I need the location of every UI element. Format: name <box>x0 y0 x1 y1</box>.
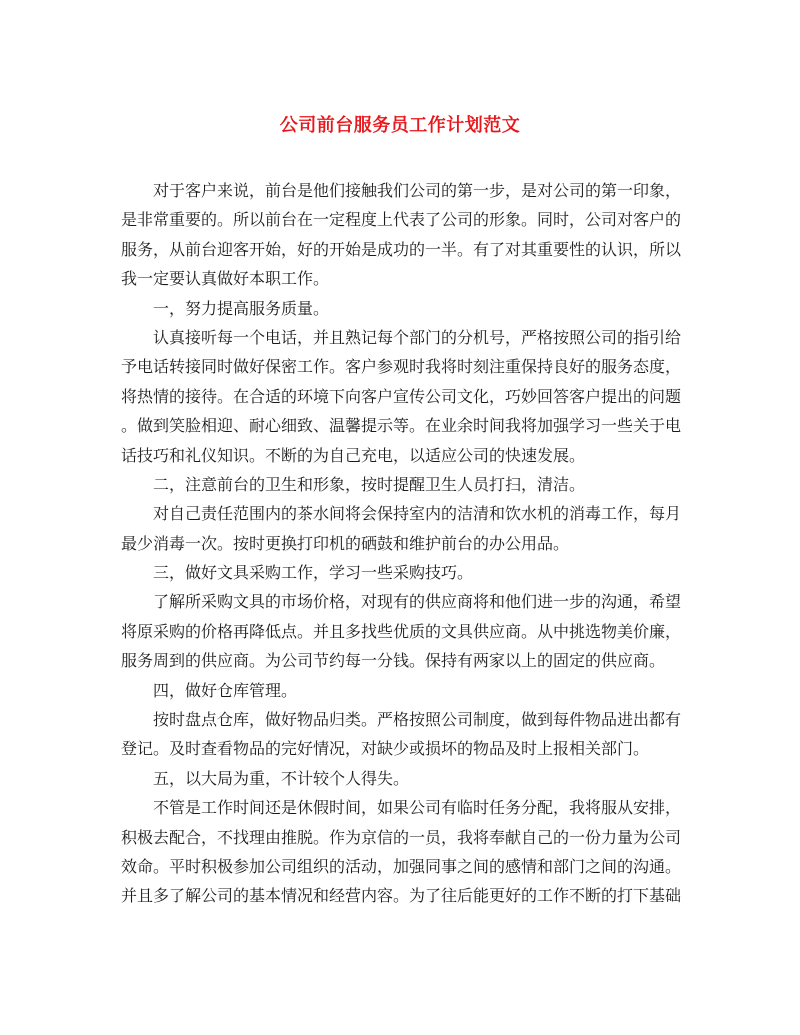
body-line: 五，以大局为重，不计较个人得失。 <box>153 768 410 788</box>
body-line: 三，做好文具采购工作，学习一些采购技巧。 <box>153 563 474 583</box>
body-line: 四，做好仓库管理。 <box>153 680 298 700</box>
body-line: 服务，从前台迎客开始，好的开始是成功的一半。有了对其重要性的认识，所以 <box>121 239 681 259</box>
document-title: 公司前台服务员工作计划范文 <box>279 115 521 136</box>
body-line: 是非常重要的。所以前台在一定程度上代表了公司的形象。同时，公司对客户的 <box>121 210 681 230</box>
body-line: 服务周到的供应商。为公司节约每一分钱。保持有两家以上的固定的供应商。 <box>121 651 666 671</box>
body-line: 效命。平时积极参加公司组织的活动，加强同事之间的感情和部门之间的沟通。 <box>121 856 681 876</box>
body-line: 将原采购的价格再降低点。并且多找些优质的文具供应商。从中挑选物美价廉， <box>121 621 681 641</box>
body-line: 按时盘点仓库，做好物品归类。严格按照公司制度，做到每件物品进出都有 <box>153 710 681 730</box>
body-line: 最少消毒一次。按时更换打印机的硒鼓和维护前台的办公用品。 <box>121 533 570 553</box>
body-line: 了解所采购文具的市场价格，对现有的供应商将和他们进一步的沟通，希望 <box>153 592 681 612</box>
body-line: 一，努力提高服务质量。 <box>153 298 330 318</box>
body-line: 积极去配合，不找理由推脱。作为京信的一员，我将奉献自己的一份力量为公司 <box>121 827 681 847</box>
body-line: 对自己责任范围内的茶水间将会保持室内的洁清和饮水机的消毒工作，每月 <box>153 504 681 524</box>
document-body <box>121 176 681 911</box>
body-line: 将热情的接待。在合适的环境下向客户宣传公司文化，巧妙回答客户提出的问题 <box>121 386 681 406</box>
body-line: 并且多了解公司的基本情况和经营内容。为了往后能更好的工作不断的打下基础 <box>121 886 681 906</box>
body-line: 不管是工作时间还是休假时间，如果公司有临时任务分配，我将服从安排， <box>153 798 681 818</box>
body-line: 登记。及时查看物品的完好情况，对缺少或损坏的物品及时上报相关部门。 <box>121 739 650 759</box>
body-line: 对于客户来说，前台是他们接触我们公司的第一步，是对公司的第一印象， <box>153 181 681 200</box>
body-line: 予电话转接同时做好保密工作。客户参观时我将时刻注重保持良好的服务态度， <box>121 357 681 377</box>
body-line: 认真接听每一个电话，并且熟记每个部门的分机号，严格按照公司的指引给 <box>153 327 681 347</box>
body-line: 话技巧和礼仪知识。不断的为自己充电，以适应公司的快速发展。 <box>121 445 586 465</box>
body-line: 我一定要认真做好本职工作。 <box>121 269 330 289</box>
body-line: 二，注意前台的卫生和形象，按时提醒卫生人员打扫，清洁。 <box>153 474 586 494</box>
body-line: 。做到笑脸相迎、耐心细致、温馨提示等。在业余时间我将加强学习一些关于电 <box>121 416 681 436</box>
